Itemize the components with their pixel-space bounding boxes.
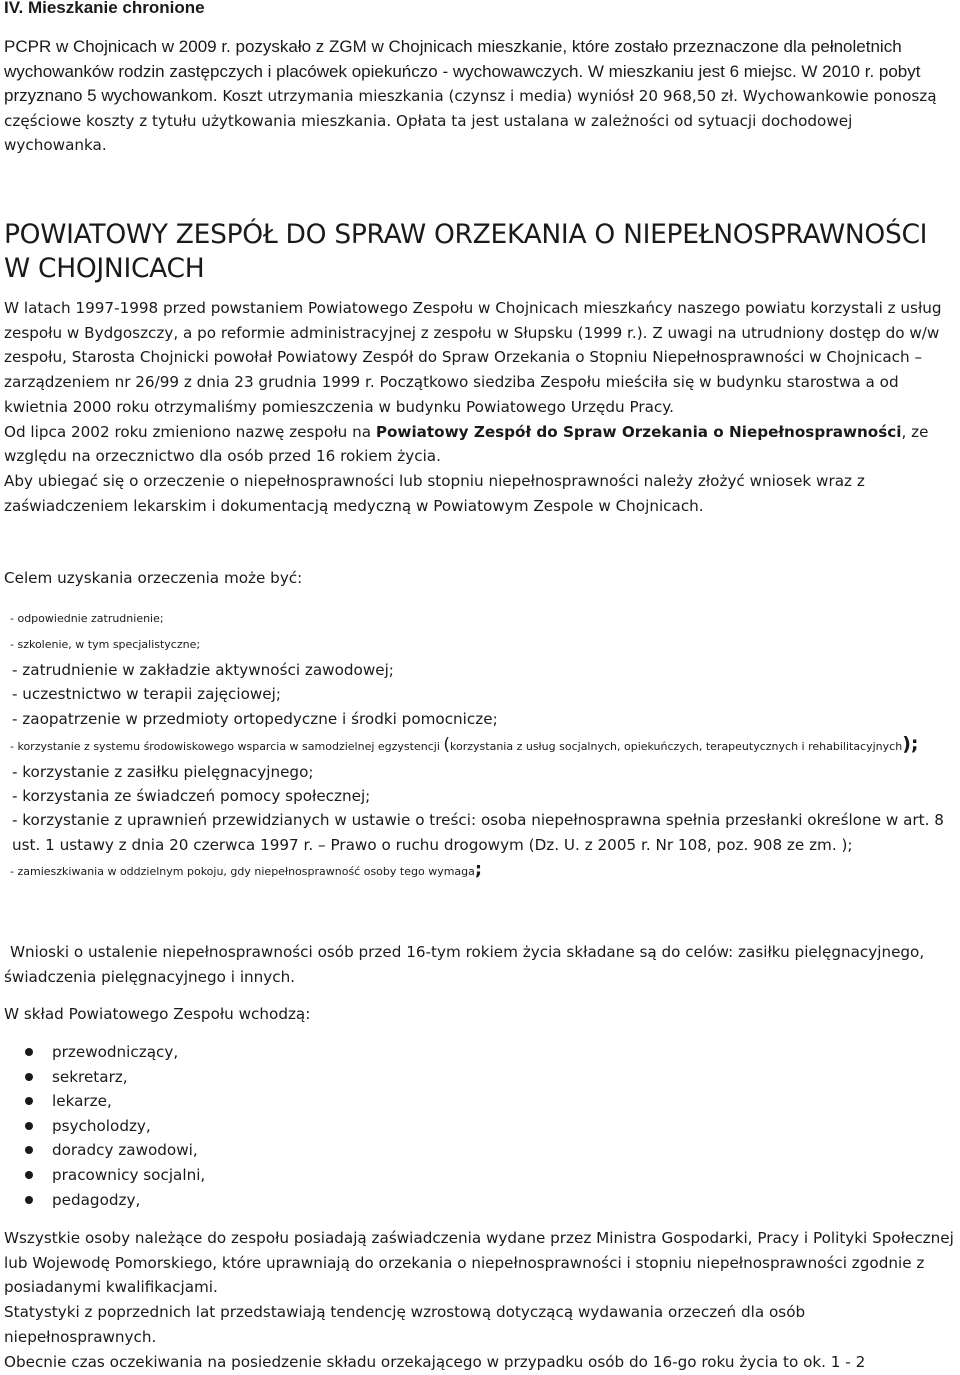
bullet-icon: [25, 1073, 33, 1081]
section-heading: IV. Mieszkanie chronione: [4, 0, 205, 17]
closing-block: [4, 1226, 958, 1374]
goal-item-end: );: [902, 732, 919, 755]
goal-item-main: - korzystanie z systemu środowiskowego wsparcia w samodzielnej egzystencji: [10, 739, 444, 753]
goal-item: - uczestnictwo w terapii zajęciowej;: [12, 685, 281, 704]
intro-text-part1: PCPR w Chojnicach w 2009 r. pozyskało z ZGM w Chojnicach mieszkanie, które zostało przeznaczone dla pełnoletnich wychowanków rodzin zastępczych i placówek opiekuńczo - wychowawczych. W mieszkaniu jest 6 miejsc. W 2010 r. pobyt przyznano 5 wychowankom.: [4, 37, 921, 105]
member-item: [24, 1188, 205, 1213]
bullet-icon: [25, 1097, 33, 1105]
member-label: pedagodzy,: [52, 1190, 141, 1209]
member-label: sekretarz,: [52, 1067, 128, 1086]
goal-item: - korzystanie z zasiłku pielęgnacyjnego;: [12, 762, 314, 781]
members-title: W skład Powiatowego Zespołu wchodzą:: [4, 1005, 311, 1023]
goals-list: [4, 606, 954, 885]
member-label: doradcy zawodowi,: [52, 1141, 198, 1160]
goal-item-paren: (: [443, 734, 451, 755]
bullet-icon: [25, 1196, 33, 1204]
history-paragraph-2: [4, 420, 958, 469]
goals-title: Celem uzyskania orzeczenia może być:: [4, 569, 303, 587]
goal-item: [4, 731, 954, 760]
goal-item: - korzystanie z uprawnień przewidzianych w ustawie o treści: osoba niepełnosprawna spełnia przesłanki określone w art. 8 ust. 1 ustawy z dnia 20 czerwca 1997 r. – Prawo o ruchu drogowym (Dz. U. z 2005 r. Nr 108, poz. 908 ze zm. );: [12, 811, 944, 854]
member-item: [24, 1114, 205, 1139]
bullet-icon: [25, 1171, 33, 1179]
goal-item: - szkolenie, w tym specjalistyczne;: [10, 638, 201, 651]
member-label: lekarze,: [52, 1092, 112, 1111]
team-heading: POWIATOWY ZESPÓŁ DO SPRAW ORZEKANIA O NIEPEŁNOSPRAWNOŚCI W CHOJNICACH: [4, 219, 928, 284]
bullet-icon: [25, 1122, 33, 1130]
goal-item-main: - zamieszkiwania w oddzielnym pokoju, gdy niepełnosprawność osoby tego wymaga: [10, 865, 475, 879]
member-item: [24, 1138, 205, 1163]
intro-text-part2: Koszt utrzymania mieszkania (czynsz i media) wyniósł 20 968,50 zł. Wychowankowie ponoszą częściowe koszty z tytułu użytkowania mieszkania. Opłata ta jest ustalana w zależności od sytuacji dochodowej wychowanka.: [4, 87, 937, 154]
member-label: przewodniczący,: [52, 1043, 179, 1061]
member-label: pracownicy socjalni,: [52, 1165, 206, 1184]
member-item: [24, 1163, 205, 1188]
member-item: [24, 1040, 205, 1065]
closing-paragraph-3: Obecnie czas oczekiwania na posiedzenie składu orzekającego w przypadku osób do 16-go roku życia to ok. 1 - 2: [4, 1352, 866, 1371]
history-p2-after: , ze względu na orzecznictwo dla osób przed 16 rokiem życia.: [4, 422, 929, 466]
bullet-icon: [25, 1146, 33, 1154]
history-paragraph-3: Aby ubiegać się o orzeczenie o niepełnosprawności lub stopniu niepełnosprawności należy złożyć wniosek wraz z zaświadczeniem lekarskim i dokumentacją medyczną w Powiatowym Zespole w Chojnicach.: [4, 471, 865, 515]
goal-item-inner: korzystania z usług socjalnych, opiekuńczych, terapeutycznych i rehabilitacyjnych: [450, 739, 903, 753]
members-list: [24, 1040, 205, 1212]
goal-item: - zatrudnienie w zakładzie aktywności zawodowej;: [12, 661, 394, 679]
intro-paragraph: [4, 35, 954, 158]
goal-item: [4, 857, 954, 885]
closing-paragraph-2: Statystyki z poprzednich lat przedstawiają tendencję wzrostową dotyczącą wydawania orzeczeń dla osób niepełnosprawnych.: [4, 1303, 806, 1346]
goal-item-end: ;: [474, 859, 483, 881]
closing-paragraph-1: Wszystkie osoby należące do zespołu posiadają zaświadczenia wydane przez Ministra Gospodarki, Pracy i Polityki Społecznej lub Wojewodę Pomorskiego, które uprawniają do orzekania o niepełnosprawności i stopniu niepełnosprawności zgodnie z posiadanymi kwalifikacjami.: [4, 1229, 954, 1297]
member-item: [24, 1065, 205, 1090]
member-label: psycholodzy,: [52, 1116, 151, 1135]
goal-item: - korzystania ze świadczeń pomocy społecznej;: [12, 787, 371, 806]
member-item: [24, 1089, 205, 1114]
applications-paragraph: Wnioski o ustalenie niepełnosprawności osób przed 16-tym rokiem życia składane są do celów: zasiłku pielęgnacyjnego, świadczenia pielęgnacyjnego i innych.: [4, 943, 925, 986]
team-name-bold: Powiatowy Zespół do Spraw Orzekania o Niepełnosprawności: [375, 422, 902, 441]
history-block: [4, 296, 958, 518]
history-paragraph-1: W latach 1997-1998 przed powstaniem Powiatowego Zespołu w Chojnicach mieszkańcy naszego powiatu korzystali z usług zespołu w Bydgoszczy, a po reformie administracyjnej z zespołu w Słupsku (1999 r.). Z uwagi na utrudniony dostęp do w/w zespołu, Starosta Chojnicki powołał Powiatowy Zespół do Spraw Orzekania o Stopniu Niepełnosprawności w Chojnicach – zarządzeniem nr 26/99 z dnia 23 grudnia 1999 r. Początkowo siedziba Zespołu mieściła się w budynku starostwa a od kwietnia 2000 roku otrzymaliśmy pomieszczenia w budynku Powiatowego Urzędu Pracy.: [4, 299, 942, 416]
goal-item: - odpowiednie zatrudnienie;: [10, 612, 164, 625]
goal-item: - zaopatrzenie w przedmioty ortopedyczne i środki pomocnicze;: [12, 709, 498, 728]
history-p2-before: Od lipca 2002 roku zmieniono nazwę zespołu na: [4, 422, 376, 441]
bullet-icon: [25, 1048, 33, 1056]
